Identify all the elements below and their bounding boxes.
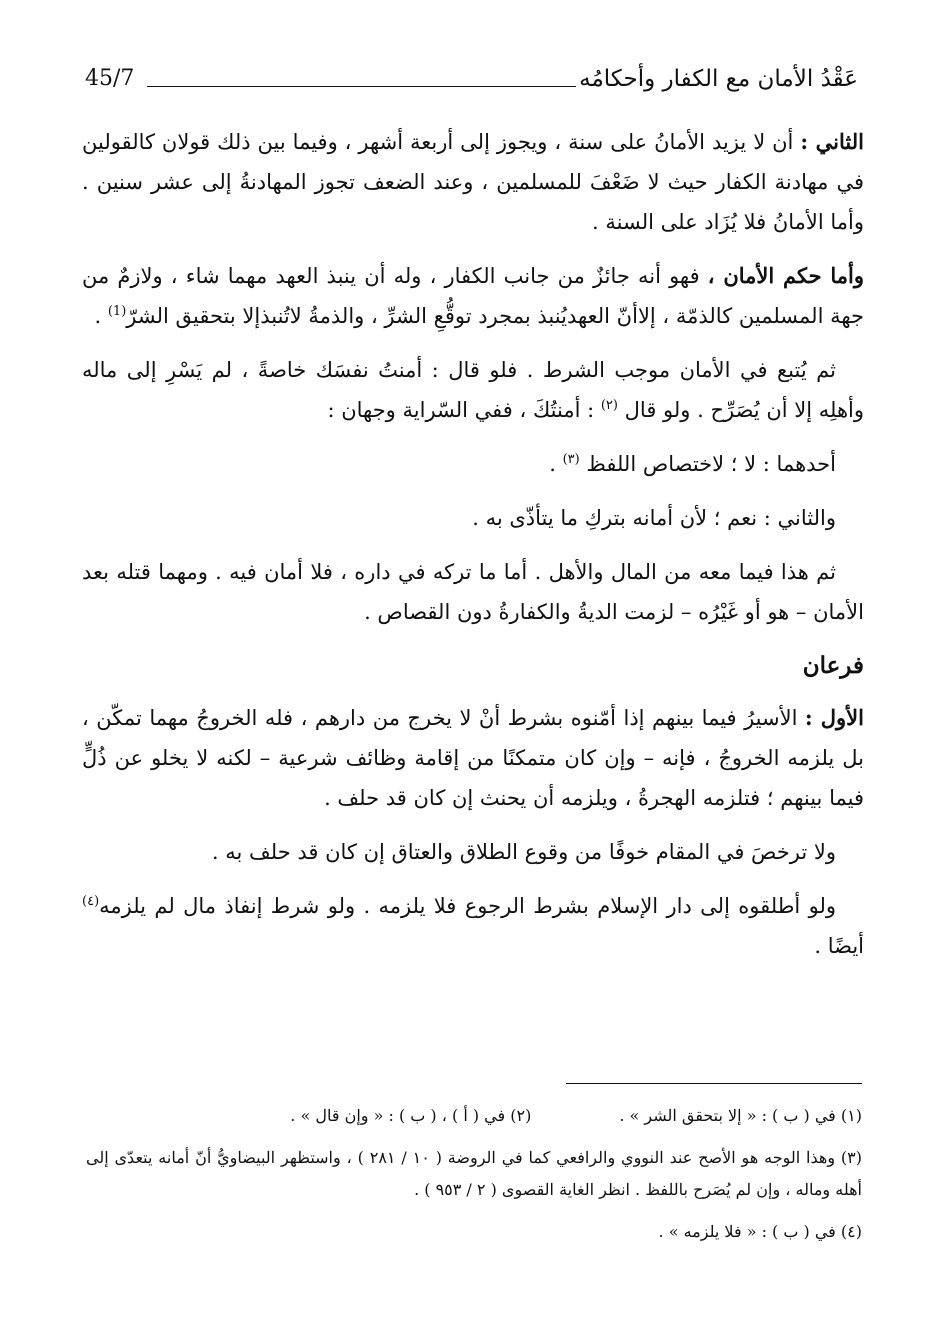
paragraph: أحدهما : لا ؛ لاختصاص اللفظ $^{(٣)}$ . xyxy=(549,452,836,476)
running-title: عَقْدُ الأمان مع الكفار وأحكامُه xyxy=(579,66,858,92)
paragraph: ولا ترخصَ في المقام خوفًا من وقوع الطلاق والعتاق إن كان قد حلف به . xyxy=(211,840,836,864)
footnote-1: (١) في ( ب ) : « إلا بتحقق الشر » . xyxy=(619,1106,862,1125)
footnote-ref-4: (٤) xyxy=(82,894,100,909)
paragraph: الثاني : أن لا يزيد الأمانُ على سنة ، ويجوز إلى أربعة أشهر ، وفيما بين ذلك قولان كالقولين في مهادنة الكفار حيث لا ضَعْفَ للمسلمين ، وعند الضعف تجوز المهادنةُ إلى عشر سنين . وأما الأمانُ فلا يُزَاد على السنة . xyxy=(82,129,864,234)
paragraph: ولو أطلقوه إلى دار الإسلام بشرط الرجوع فلا يلزمه . ولو شرط إنفاذ مال لم يلزمه$^{(٤)}$ أيضًا . xyxy=(82,894,864,958)
term-first: الأول : xyxy=(804,705,864,730)
header-rule xyxy=(147,86,576,87)
footnote-3: (٣) وهذا الوجه هو الأصح عند النووي والرافعي كما في الروضة ( ١٠ / ٢٨١ ) ، واستظهر البيضاويُّ أنّ أمانه يتعدّى إلى أهله وماله ، وإن لم يُصَرح باللفظ . انظر الغاية القصوى ( ٢ / ٩٥٣ ) . xyxy=(86,1148,863,1199)
paragraph: ثم هذا فيما معه من المال والأهل . أما ما تركه في داره ، فلا أمان فيه . ومهما قتله بعد الأمان – هو أو غَيْرُه – لزمت الديةُ والكفارةُ دون القصاص . xyxy=(82,560,864,624)
paragraph: الأول : الأسيرُ فيما بينهم إذا أمّنوه بشرط أنْ لا يخرج من دارهم ، فله الخروجُ مهما تمكّن ، بل يلزمه الخروجُ ، فإنه – وإن كان متمكنًا من إقامة وظائف شرعية – لكنه لا يخلو عن ذُلٍّ فيما بينهم ؛ فتلزمه الهجرةُ ، ويلزمه أن يحنث إن كان قد حلف . xyxy=(82,705,864,810)
page-number: 45/7 xyxy=(85,66,135,91)
footnote-ref-2: (٢) xyxy=(600,398,618,413)
term-second: الثاني : xyxy=(800,129,864,154)
paragraph: ثم يُتبع في الأمان موجب الشرط . فلو قال : أمنتُ نفسَك خاصةً ، لم يَسْرِ إلى ماله وأهلِه إلا أن يُصَرِّح . ولو قال $^{(٢)}$ : أمنتُكَ ، ففي السّراية وجهان : xyxy=(82,358,864,422)
main-text xyxy=(82,122,864,980)
term-ruling: وأما حكم الأمان ، xyxy=(707,263,864,288)
footnote-ref-1: (1) xyxy=(107,304,127,319)
running-header xyxy=(85,62,858,96)
paragraph: والثاني : نعم ؛ لأن أمانه بتركِ ما يتأذّى به . xyxy=(472,506,836,530)
footnote-2: (٢) في ( أ ) ، ( ب ) : « وإن قال » . xyxy=(290,1106,532,1125)
footnote-row xyxy=(86,1100,862,1132)
footnote-rule xyxy=(566,1083,862,1084)
paragraph: وأما حكم الأمان ، فهو أنه جائزٌ من جانب الكفار ، وله أن ينبذ العهد مهما شاء ، ولازمٌ من جهة المسلمين كالذمّة ، إلاأنّ العهديُنبذ بمجرد توقُّعِ الشرِّ ، والذمةُ لاتُنبذإلا بتحقيق الشرّ$^{(1)}$ . xyxy=(82,263,864,328)
footnotes xyxy=(86,1100,862,1258)
section-heading: فرعان xyxy=(802,652,864,679)
footnote-4: (٤) في ( ب ) : « فلا يلزمه » . xyxy=(658,1222,862,1241)
footnote-ref-3: (٣) xyxy=(562,452,580,467)
